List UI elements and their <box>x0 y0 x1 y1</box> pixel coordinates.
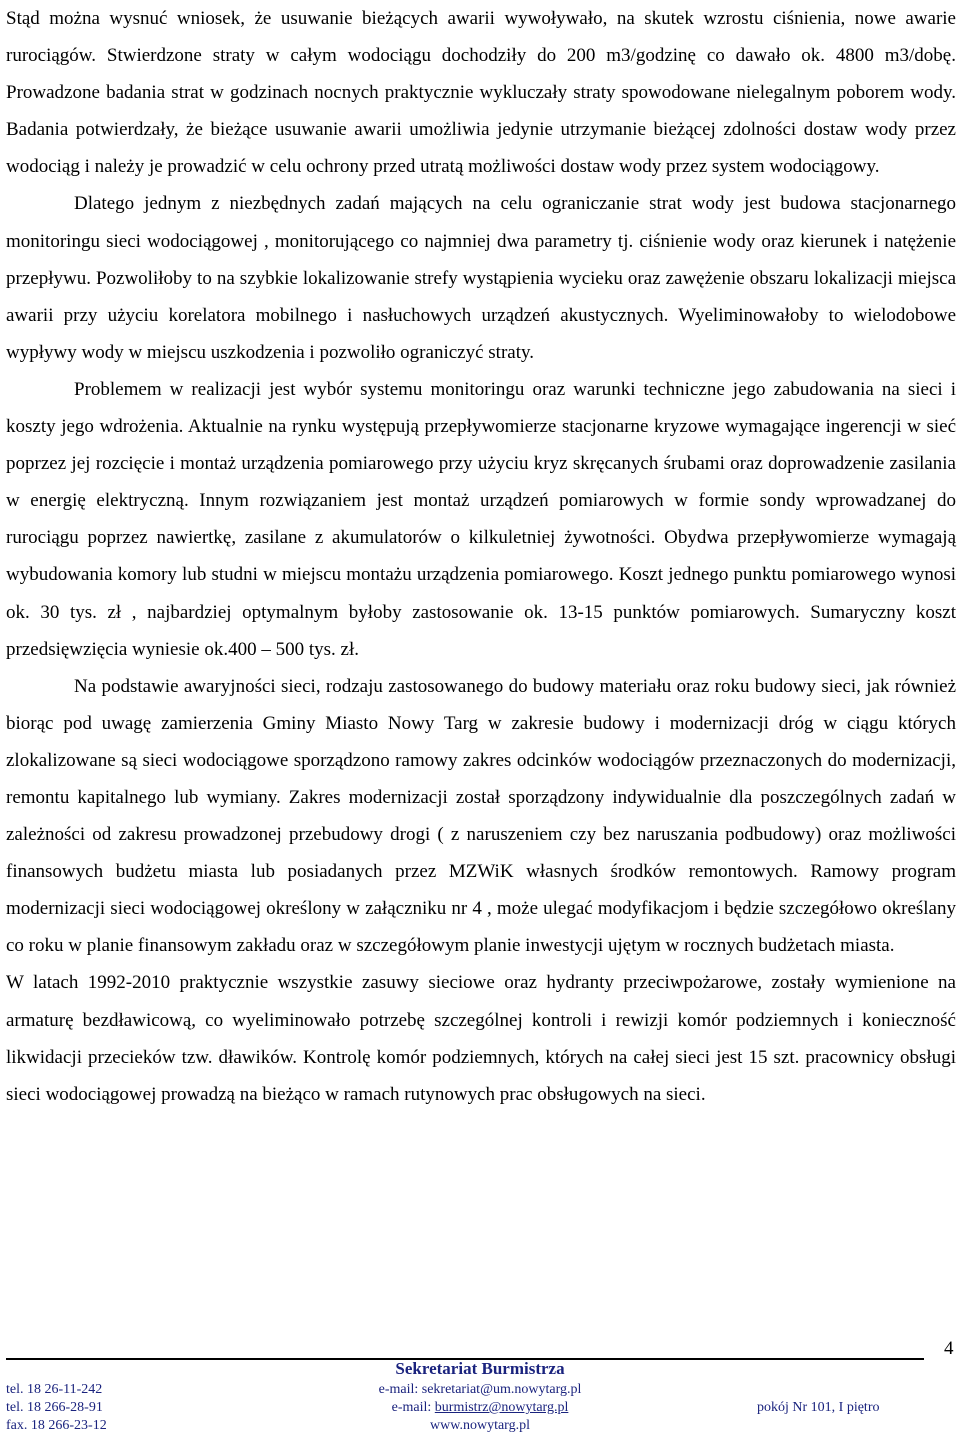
footer-phone-2: tel. 18 266-28-91 <box>6 1400 103 1415</box>
page-number: 4 <box>944 1338 954 1359</box>
paragraph-4: Na podstawie awaryjności sieci, rodzaju zastosowanego do budowy materiału oraz roku budowy sieci, jak również biorąc pod uwagę zamierzenia Gminy Miasto Nowy Targ w zakresie budowy i modernizacji dróg w ciągu których zlokalizowane są sieci wodociągowe sporządzono ramowy zakres odcinków wodociągów przeznaczonych do modernizacji, remontu kapitalnego lub wymiany. Zakres modernizacji został sporządzony indywidualnie dla poszczególnych zadań w zależności od zakresu prowadzonej przebudowy drogi ( z naruszeniem czy bez naruszania podbudowy) oraz możliwości finansowych budżetu miasta lub posiadanych przez MZWiK własnych środków remontowych. Ramowy program modernizacji sieci wodociągowej określony w załączniku nr 4 , może ulegać modyfikacjom i będzie szczegółowo określany co roku w planie finansowym zakładu oraz w szczegółowym planie inwestycji ujętym w rocznych budżetach miasta. <box>6 675 956 957</box>
footer-phone-1: tel. 18 26-11-242 <box>6 1382 103 1397</box>
paragraph-2: Dlatego jednym z niezbędnych zadań mających na celu ograniczanie strat wody jest budowa stacjonarnego monitoringu sieci wodociągowej , monitorującego co najmniej dwa parametry tj. ciśnienie wody oraz kierunek i natężenie przepływu. Pozwoliłoby to na szybkie lokalizowanie strefy wystąpienia wycieku oraz zawężenie obszaru lokalizacji miejsca awarii przy użyciu korelatora mobilnego i nasłuchowych urządzeń akustycznych. Wyeliminowałoby to wielodobowe wypływy wody w miejscu uszkodzenia i pozwoliło ograniczyć straty. <box>6 193 956 363</box>
document-body <box>6 0 956 1113</box>
footer-title: Sekretariat Burmistrza <box>395 1359 565 1378</box>
paragraph-3: Problemem w realizacji jest wybór systemu monitoringu oraz warunki techniczne jego zabudowania na sieci i koszty jego wdrożenia. Aktualnie na rynku występują przepływomierze stacjonarne kryzowe wymagające ingerencji w sieć poprzez jej rozcięcie i montaż urządzenia pomiarowego przy użyciu kryz skręcanych śrubami oraz doprowadzenie zasilania w energię elektryczną. Innym rozwiązaniem jest montaż urządzeń pomiarowych w formie sondy wprowadzanej do rurociągu poprzez nawiertkę, zasilane z akumulatorów o kilkuletniej żywotności. Obydwa przepływomierze wymagają wybudowania komory lub studni w miejscu montażu urządzenia pomiarowego. Koszt jednego punktu pomiarowego wynosi ok. 30 tys. zł , najbardziej optymalnym byłoby zastosowanie ok. 13-15 punktów pomiarowych. Sumaryczny koszt przedsięwzięcia wyniesie ok.400 – 500 tys. zł. <box>6 378 956 660</box>
footer-room: pokój Nr 101, I piętro <box>757 1400 880 1415</box>
footer-fax: fax. 18 266-23-12 <box>6 1418 107 1433</box>
footer-email-label: e-mail: <box>391 1400 435 1415</box>
footer-email-secretariat: e-mail: sekretariat@um.nowytarg.pl <box>378 1382 582 1397</box>
footer-email-link[interactable]: burmistrz@nowytarg.pl <box>434 1400 569 1415</box>
paragraph-1: Stąd można wysnuć wniosek, że usuwanie bieżących awarii wywoływało, na skutek wzrostu ciśnienia, nowe awarie rurociągów. Stwierdzone straty w całym wodociągu dochodziły do 200 m3/godzinę co dawało ok. 4800 m3/dobę. Prowadzone badania strat w godzinach nocnych praktycznie wykluczały straty spowodowane nielegalnym poborem wody. Badania potwierdzały, że bieżące usuwanie awarii umożliwia jedynie utrzymanie bieżącej zdolności dostaw wody przez wodociąg i należy je prowadzić w celu ochrony przed utratą możliwości dostaw wody przez system wodociągowy. <box>6 8 956 178</box>
footer-website[interactable]: www.nowytarg.pl <box>430 1418 530 1433</box>
paragraph-5: W latach 1992-2010 praktycznie wszystkie zasuwy sieciowe oraz hydranty przeciwpożarowe, zostały wymienione na armaturę bezdławicową, co wyeliminowało potrzebę szczególnej kontroli i rewizji komór podziemnych i konieczność likwidacji przecieków tzw. dławików. Kontrolę komór podziemnych, których na całej sieci jest 15 szt. pracownicy obsługi sieci wodociągowej prowadzą na bieżąco w ramach rutynowych prac obsługowych na sieci. <box>6 972 956 1105</box>
